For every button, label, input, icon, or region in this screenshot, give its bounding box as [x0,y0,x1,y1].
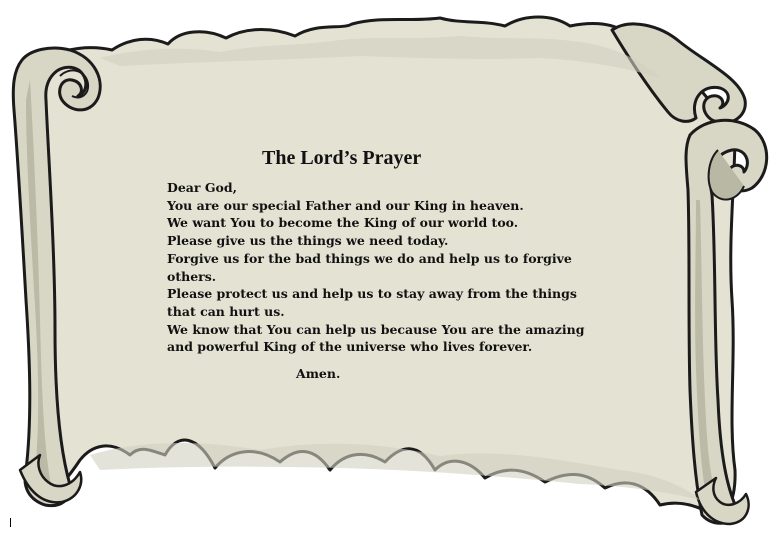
page-title: The Lord’s Prayer [262,147,422,169]
prayer-line: that can hurt us. [167,303,285,319]
prayer-body [167,179,584,356]
prayer-line: We want You to become the King of our world too. [167,215,519,231]
prayer-line: Please protect us and help us to stay away from the things [167,286,577,302]
prayer-line: You are our special Father and our King in heaven. [167,197,524,213]
prayer-line: Please give us the things we need today. [167,233,449,249]
prayer-line: others. [167,268,217,284]
prayer-line: and powerful King of the universe who lives forever. [167,339,533,355]
prayer-line: Forgive us for the bad things we do and help us to forgive [167,250,572,266]
prayer-line: We know that You can help us because You are the amazing [167,321,585,337]
prayer-line: Dear God, [167,180,237,195]
closing-amen: Amen. [296,366,341,381]
text-cursor [10,518,11,527]
